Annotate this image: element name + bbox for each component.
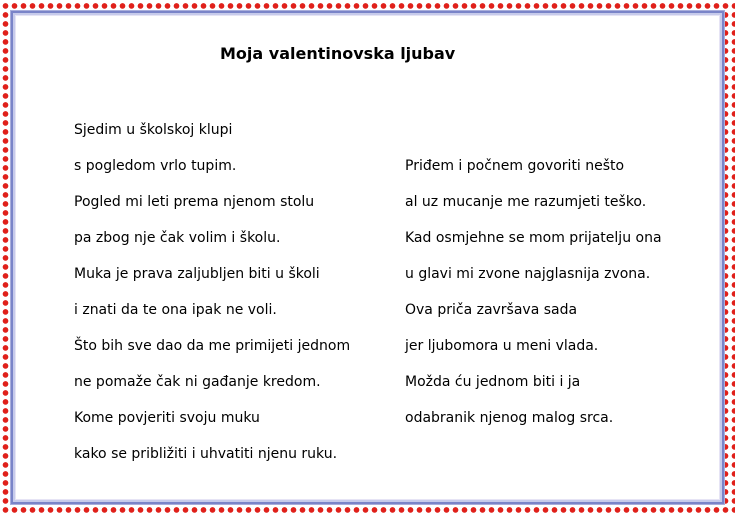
poem-line: Muka je prava zaljubljen biti u školi <box>74 266 320 282</box>
poem-line: s pogledom vrlo tupim. <box>74 158 237 174</box>
poem-line: Priđem i počnem govoriti nešto <box>405 158 625 174</box>
poem-title: Moja valentinovska ljubav <box>220 44 456 63</box>
poem-line: ne pomaže čak ni gađanje kredom. <box>74 374 321 390</box>
poem-line: Pogled mi leti prema njenom stolu <box>74 194 315 210</box>
poem-column-left <box>74 121 350 481</box>
poem-line: Sjedim u školskoj klupi <box>74 122 233 138</box>
poem-line: Ova priča završava sada <box>405 302 578 318</box>
poem-line: Kome povjeriti svoju muku <box>74 410 260 426</box>
poem-column-right <box>405 157 662 445</box>
poem-line: u glavi mi zvone najglasnija zvona. <box>405 266 651 282</box>
poem-line: Što bih sve dao da me primijeti jednom <box>74 338 351 354</box>
poem-line: kako se približiti i uhvatiti njenu ruku. <box>74 446 338 462</box>
poem-line: odabranik njenog malog srca. <box>405 410 614 426</box>
poem-line: pa zbog nje čak volim i školu. <box>74 230 281 246</box>
poem-line: al uz mucanje me razumjeti teško. <box>405 194 647 210</box>
poem-line: jer ljubomora u meni vlada. <box>405 338 599 354</box>
poem-line: i znati da te ona ipak ne voli. <box>74 302 277 318</box>
poem-line: Kad osmjehne se mom prijatelju ona <box>405 230 662 246</box>
poem-line: Možda ću jednom biti i ja <box>405 374 581 390</box>
